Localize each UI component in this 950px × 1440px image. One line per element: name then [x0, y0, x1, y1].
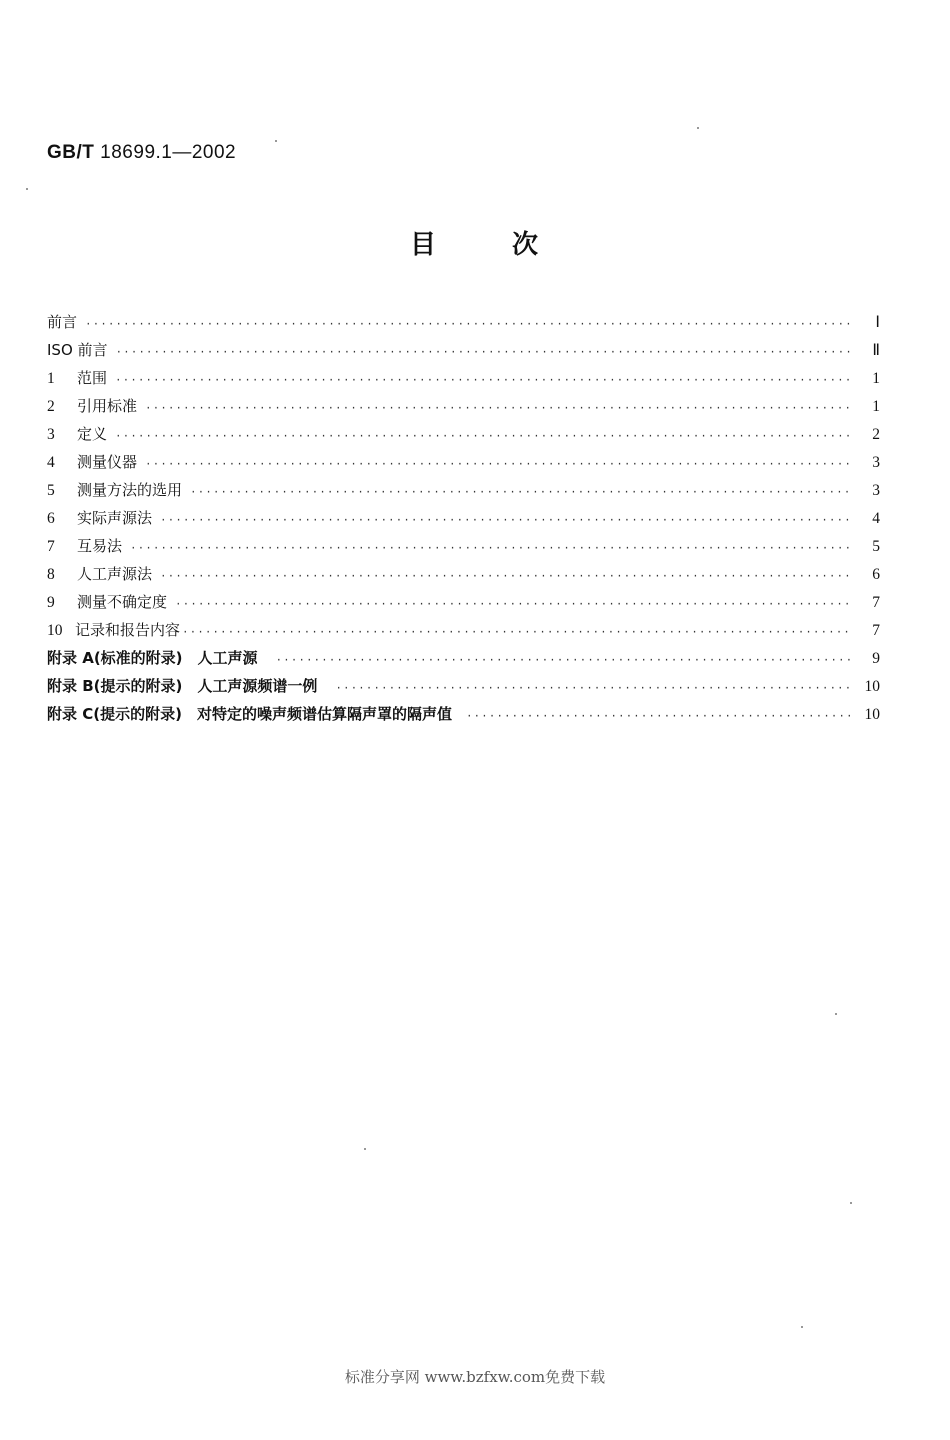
toc-entry-title: 附录 A(标准的附录) 人工声源 — [47, 649, 258, 667]
toc-leader-dots — [130, 535, 852, 563]
toc-entry-page: 5 — [872, 538, 880, 555]
toc-entry-page: 9 — [872, 650, 880, 667]
toc-entry-title: 互易法 — [77, 537, 123, 555]
toc-entry-4[interactable] — [47, 448, 880, 476]
toc-entry-page: 10 — [864, 706, 880, 723]
toc-entry-number: 1 — [47, 370, 55, 387]
toc-entry-page: 3 — [872, 482, 880, 499]
toc-entry-title: 附录 C(提示的附录) 对特定的噪声频谱估算隔声罩的隔声值 — [47, 705, 452, 723]
scan-speck — [697, 127, 699, 129]
toc-entry-title: ISO 前言 — [47, 341, 108, 359]
toc-entry-title: 测量仪器 — [77, 453, 138, 471]
toc-entry-page: Ⅰ — [875, 314, 880, 331]
standard-number-value: 18699.1—2002 — [100, 142, 237, 163]
toc-entry-page: Ⅱ — [872, 342, 880, 359]
standard-number — [47, 142, 236, 164]
toc-entry-title: 测量方法的选用 — [77, 481, 183, 499]
standard-code: GB/T — [47, 142, 95, 163]
toc-entry-page: 1 — [872, 398, 880, 415]
toc-entry-page: 2 — [872, 426, 880, 443]
toc-entry-number: 7 — [47, 538, 55, 555]
toc-entry-number: 4 — [47, 454, 55, 471]
toc-entry-annex-c[interactable] — [47, 700, 880, 728]
toc-entry-1[interactable] — [47, 364, 880, 392]
toc-leader-dots — [115, 367, 852, 395]
toc-entry-page: 1 — [872, 370, 880, 387]
toc-entry-page: 10 — [864, 678, 880, 695]
toc-entry-number: 9 — [47, 594, 55, 611]
toc-entry-title: 定义 — [77, 425, 108, 443]
toc-entry-3[interactable] — [47, 420, 880, 448]
toc-entry-iso-preface[interactable] — [47, 336, 880, 364]
toc-entry-preface[interactable] — [47, 308, 880, 336]
toc-leader-dots — [145, 395, 852, 423]
toc-entry-2[interactable] — [47, 392, 880, 420]
toc-entry-page: 7 — [872, 594, 880, 611]
toc-leader-dots — [115, 423, 852, 451]
toc-entry-annex-a[interactable] — [47, 644, 880, 672]
toc-entry-page: 7 — [872, 622, 880, 639]
toc-entry-page: 4 — [872, 510, 880, 527]
scan-speck — [26, 188, 28, 190]
toc-leader-dots — [175, 591, 852, 619]
toc-leader-dots — [160, 563, 852, 591]
toc-leader-dots — [160, 507, 852, 535]
toc-entry-number: 3 — [47, 426, 55, 443]
toc-entry-title: 实际声源法 — [77, 509, 153, 527]
toc-entry-number: 2 — [47, 398, 55, 415]
toc-entry-number: 10 — [47, 622, 63, 639]
toc-entry-page: 3 — [872, 454, 880, 471]
footer-watermark: 标准分享网 www.bzfxw.com免费下载 — [344, 1368, 606, 1386]
toc-leader-dots — [85, 311, 852, 339]
toc-entry-title: 前言 — [47, 313, 78, 331]
toc-leader-dots — [190, 479, 852, 507]
page-title — [0, 224, 950, 261]
toc-entry-title: 人工声源法 — [77, 565, 153, 583]
toc-leader-dots — [182, 619, 852, 647]
page-title-char-1: 目 — [409, 230, 438, 260]
table-of-contents — [47, 308, 880, 728]
toc-entry-title: 测量不确定度 — [77, 593, 168, 611]
toc-entry-6[interactable] — [47, 504, 880, 532]
toc-entry-title: 范围 — [77, 369, 108, 387]
toc-entry-10[interactable] — [47, 616, 880, 644]
scan-speck — [835, 1013, 837, 1015]
toc-leader-dots — [116, 339, 852, 367]
page-title-char-2: 次 — [512, 230, 541, 260]
toc-leader-dots — [466, 703, 852, 731]
toc-leader-dots — [335, 675, 852, 703]
scan-speck — [364, 1148, 366, 1150]
toc-entry-title: 附录 B(提示的附录) 人工声源频谱一例 — [47, 677, 318, 695]
scan-speck — [275, 140, 277, 142]
toc-entry-9[interactable] — [47, 588, 880, 616]
toc-entry-title: 引用标准 — [77, 397, 138, 415]
toc-entry-title: 记录和报告内容 — [75, 621, 181, 639]
toc-entry-7[interactable] — [47, 532, 880, 560]
toc-entry-annex-b[interactable] — [47, 672, 880, 700]
toc-leader-dots — [145, 451, 852, 479]
toc-entry-5[interactable] — [47, 476, 880, 504]
toc-entry-page: 6 — [872, 566, 880, 583]
scan-speck — [801, 1326, 803, 1328]
toc-entry-number: 6 — [47, 510, 55, 527]
toc-entry-8[interactable] — [47, 560, 880, 588]
scan-speck — [850, 1202, 852, 1204]
toc-entry-number: 8 — [47, 566, 55, 583]
toc-leader-dots — [276, 647, 852, 675]
toc-entry-number: 5 — [47, 482, 55, 499]
